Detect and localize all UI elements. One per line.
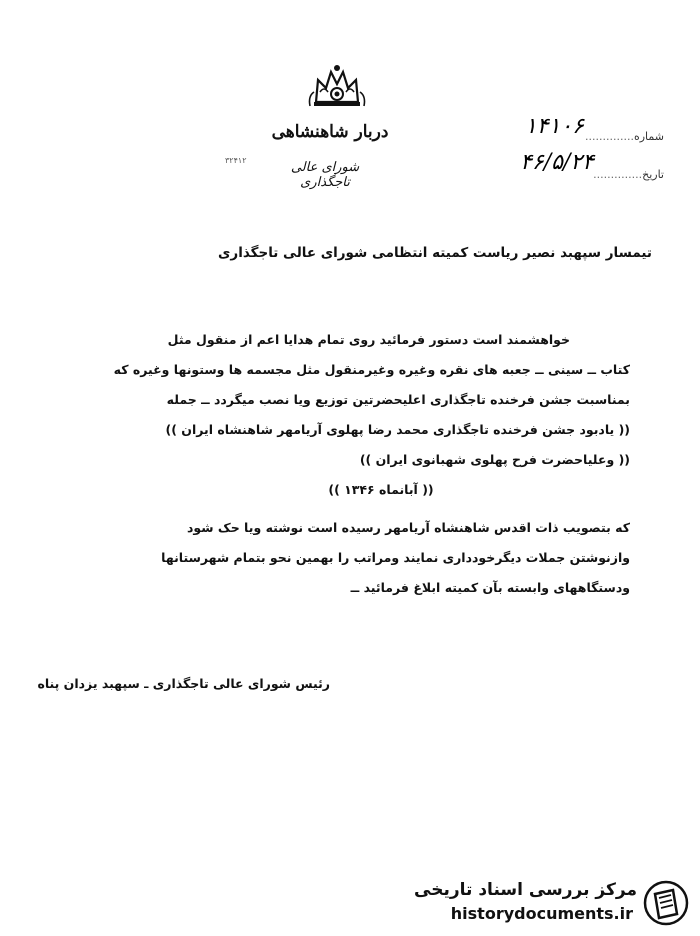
body-line: ودستگاههای وابسته بآن کمیته ابلاغ فرمائید ــ [350, 580, 630, 595]
organization-name: دربار شاهنشاهی [271, 122, 389, 142]
letter-date-value: ۴۶/۵/۲۴ [520, 150, 594, 175]
addressee-line: تیمسار سپهبد نصیر ریاست کمیته انتظامی شورای عالی تاجگذاری [218, 245, 652, 261]
archive-logo-icon [643, 880, 689, 926]
body-line: خواهشمند است دستور فرمائید روی تمام هدایا اعم از منقول مثل [167, 332, 570, 347]
letter-date-field [520, 150, 664, 181]
watermark-title: مرکز بررسی اسناد تاریخی [414, 880, 637, 900]
body-line: وازنوشتن جملات دیگرخودداری نمایند ومراتب را بهمین نحو بتمام شهرستانها [161, 550, 630, 565]
date-dots: .............. [593, 168, 643, 181]
stamp-mark: ۳۲۴۱۲ [225, 156, 247, 165]
date-label: تاریخ [642, 168, 664, 181]
body-line: که بتصویب ذات اقدس شاهنشاه آریامهر رسیده است نوشته ویا حک شود [187, 520, 630, 535]
letter-body [72, 325, 630, 603]
organization-subtitle: شورای عالی تاجگذاری [290, 160, 360, 190]
number-label: شماره [633, 130, 664, 143]
watermark-url: historydocuments.ir [450, 904, 633, 923]
body-line: (( آبانماه ۱۳۴۶ )) [328, 482, 434, 497]
number-dots: .............. [585, 130, 634, 143]
body-line: بمناسبت جشن فرخنده تاجگذاری اعلیحضرتین توزیع ویا نصب میگردد ــ جمله [166, 392, 630, 407]
body-line: کتاب ــ سینی ــ جعبه های نقره وغیره وغیرمنقول مثل مجسمه ها وستونها وغیره که [113, 362, 630, 377]
letter-number-field [524, 114, 664, 143]
body-line: (( یادبود جشن فرخنده تاجگذاری محمد رضا پهلوی آریامهر شاهنشاه ایران )) [165, 422, 630, 437]
body-line: (( وعلیاحضرت فرح پهلوی شهبانوی ایران )) [359, 452, 630, 467]
signature-line: رئیس شورای عالی تاجگذاری ـ سپهبد یزدان پناه [37, 676, 330, 691]
watermark [410, 878, 695, 930]
pahlavi-crown-emblem [306, 62, 368, 112]
letter-number-value: ۱۴۱۰۶ [524, 114, 584, 139]
